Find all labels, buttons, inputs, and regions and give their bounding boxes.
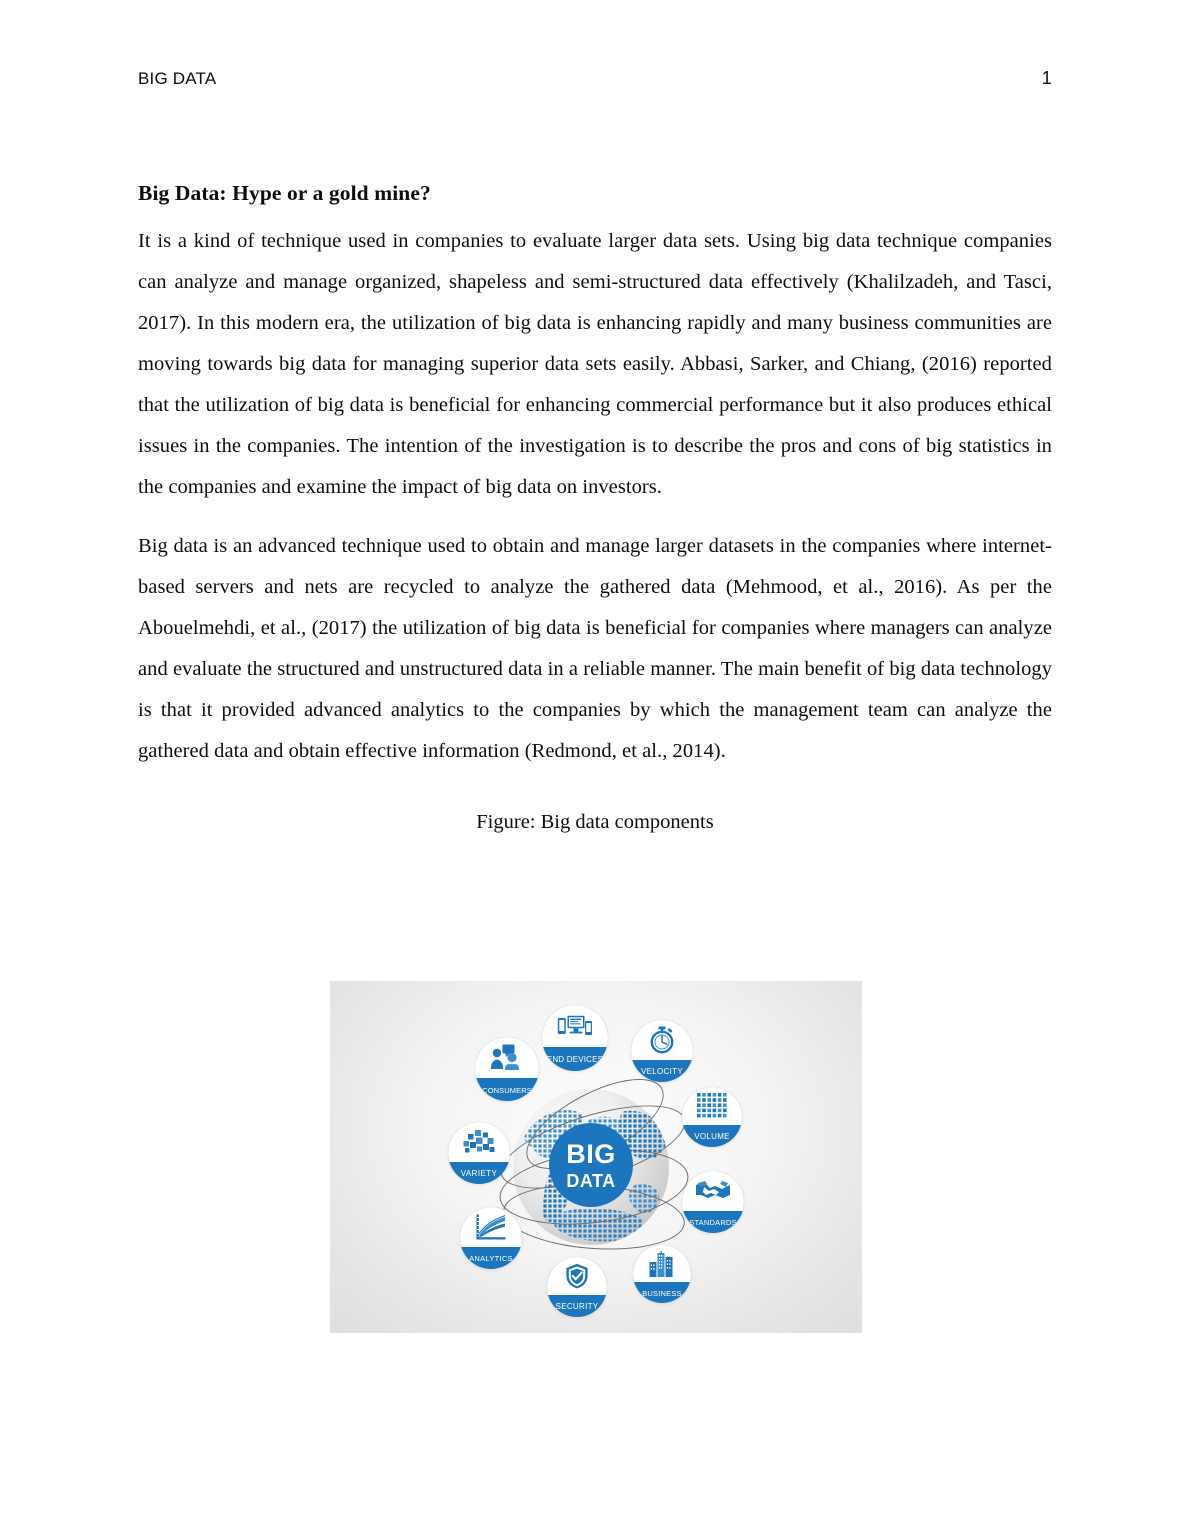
document-body [138, 178, 1052, 843]
figure-big-data-components [330, 981, 862, 1333]
page-title: Big Data: Hype or a gold mine? [138, 181, 431, 205]
node-label-standards: STANDARDS [689, 1218, 737, 1228]
node-icon-area [460, 1207, 522, 1248]
node-icon-area [682, 1087, 742, 1126]
line-chart-icon [476, 1214, 506, 1240]
scattered-blocks-icon [463, 1130, 495, 1154]
node-variety [448, 1122, 510, 1184]
center-label-data: DATA [566, 1170, 616, 1191]
node-icon-area [547, 1257, 607, 1296]
node-end-devices [542, 1005, 608, 1071]
center-label-big: BIG [566, 1138, 616, 1169]
node-standards [682, 1171, 744, 1233]
node-label-analytics: ANALYTICS [469, 1254, 513, 1264]
node-label-consumers: CONSUMERS [482, 1085, 532, 1095]
node-icon-area [542, 1005, 608, 1048]
page-number: 1 [1041, 68, 1052, 88]
paragraph-1: It is a kind of technique used in companies to evaluate larger data sets. Using big data technique companies can analyze and manage organized, shapeless and semi-structured data effectively (Khalilzadeh, and Tasci, 2017). In this modern era, the utilization of big data is enhancing rapidly and many business communities are moving towards big data for managing superior data sets easily. Abbasi, Sarker, and Chiang, (2016) reported that the utilization of big data is beneficial for enhancing commercial performance but it also produces ethical issues in the companies. The intention of the investigation is to describe the pros and cons of big statistics in the companies and examine the impact of big data on investors. [138, 230, 1052, 499]
node-label-security: SECURITY [555, 1302, 599, 1312]
data-grid-icon [697, 1093, 727, 1119]
header-left-text: BIG DATA [138, 69, 217, 88]
shield-check-icon [565, 1263, 589, 1289]
node-velocity [631, 1020, 693, 1082]
node-label-end-devices: END DEVICES [546, 1055, 604, 1065]
stopwatch-icon [649, 1026, 675, 1054]
node-label-volume: VOLUME [694, 1132, 730, 1142]
node-icon-area [475, 1037, 539, 1079]
node-icon-area [631, 1020, 693, 1061]
node-label-variety: VARIETY [460, 1168, 498, 1178]
figure-caption: Figure: Big data components [476, 811, 714, 834]
node-label-business: BUSINESS [642, 1288, 682, 1298]
figure-image [330, 981, 862, 1333]
node-icon-area [633, 1245, 691, 1283]
node-security [547, 1257, 607, 1317]
node-icon-area [682, 1171, 744, 1212]
node-icon-area [448, 1122, 510, 1163]
people-chat-icon [490, 1044, 524, 1070]
big-data-center-badge [549, 1123, 633, 1207]
node-volume [682, 1087, 742, 1147]
paragraph-2: Big data is an advanced technique used to obtain and manage larger datasets in the companies where internet-based servers and nets are recycled to analyze the gathered data (Mehmood, et al., 2016). As per the Abouelmehdi, et al., (2017) the utilization of big data is beneficial for companies where managers can analyze and evaluate the structured and unstructured data in a reliable manner. The main benefit of big data technology is that it provided advanced analytics to the companies by which the management team can analyze the gathered data and obtain effective information (Redmond, et al., 2014). [138, 535, 1052, 763]
handshake-icon [695, 1180, 731, 1202]
node-analytics [460, 1207, 522, 1269]
running-header [138, 68, 1052, 89]
node-business [633, 1245, 691, 1303]
buildings-icon [649, 1251, 675, 1277]
node-label-velocity: VELOCITY [641, 1066, 683, 1076]
globe-graphic [513, 1089, 669, 1245]
node-consumers [475, 1037, 539, 1101]
devices-icon [557, 1015, 593, 1037]
